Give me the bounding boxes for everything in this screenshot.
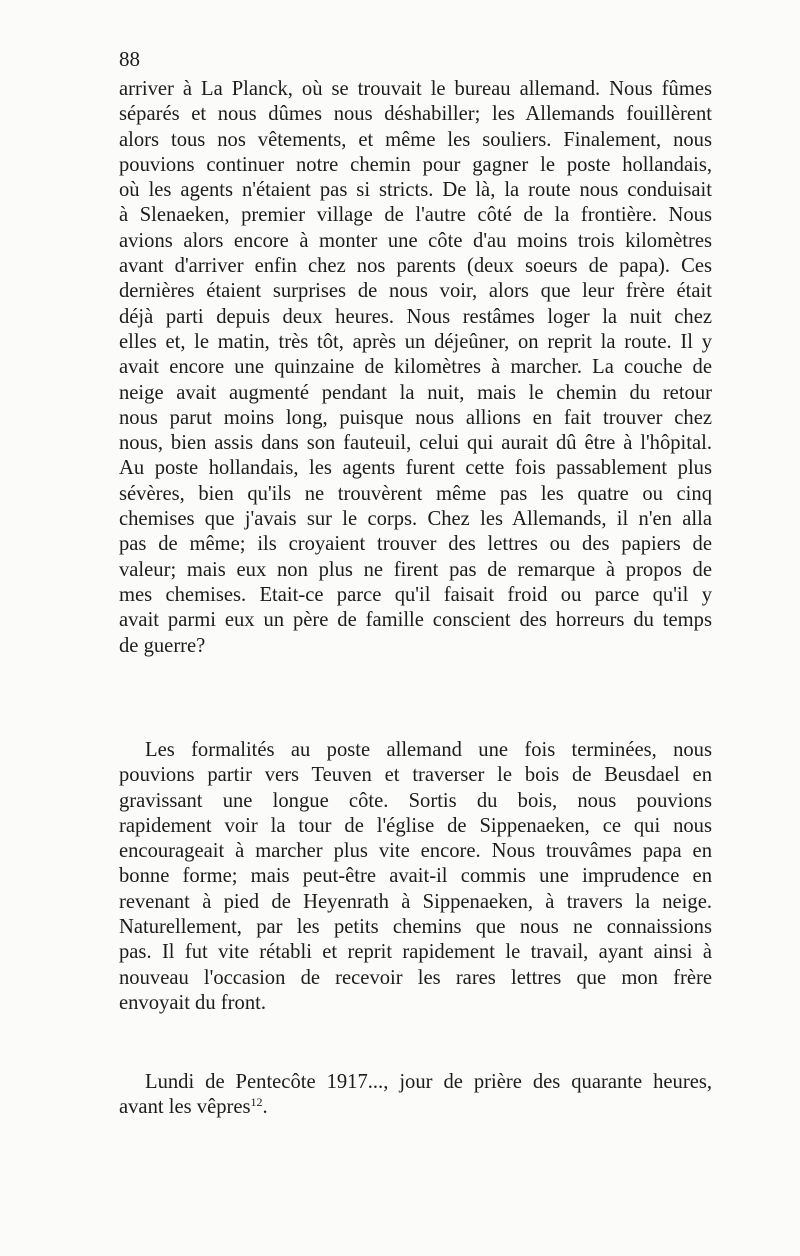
text-line: pouvions partir vers Teuven et traverser le bois de Beusdael en	[119, 764, 712, 787]
text-line: rapidement voir la tour de l'église de Sippenaeken, ce qui nous	[119, 814, 712, 837]
text-line: revenant à pied de Heyenrath à Sippenaeken, à travers la neige.	[119, 890, 712, 913]
text-line: avions alors encore à monter une côte d'au moins trois kilomètres	[119, 229, 712, 252]
text-line: chemises que j'avais sur le corps. Chez les Allemands, il n'en alla	[119, 508, 712, 531]
text-line: avant d'arriver enfin chez nos parents (deux soeurs de papa). Ces	[119, 255, 712, 278]
text-line: Au poste hollandais, les agents furent cette fois passablement plus	[119, 457, 712, 480]
text-line: nous parut moins long, puisque nous allions en fait trouver chez	[119, 406, 712, 429]
text-line: pas. Il fut vite rétabli et reprit rapidement le travail, ayant ainsi à	[119, 941, 712, 964]
text-line: alors tous nos vêtements, et même les souliers. Finalement, nous	[119, 128, 712, 151]
text-line: neige avait augmenté pendant la nuit, mais le chemin du retour	[119, 381, 712, 404]
paragraph-1	[119, 77, 712, 659]
text-line: elles et, le matin, très tôt, après un déjeûner, on reprit la route. Il y	[119, 330, 712, 353]
footnote-reference[interactable]: 12	[250, 1095, 263, 1110]
text-line: nouveau l'occasion de recevoir les rares lettres que mon frère	[119, 966, 712, 989]
text-line: avait parmi eux un père de famille conscient des horreurs du temps	[119, 609, 712, 632]
text-line: où les agents n'étaient pas si stricts. De là, la route nous conduisait	[119, 179, 712, 202]
text-line: Les formalités au poste allemand une fois terminées, nous	[145, 739, 712, 761]
page-number: 88	[119, 47, 140, 71]
text-line: Lundi de Pentecôte 1917..., jour de prière des quarante heures,	[145, 1071, 712, 1093]
text-line: bonne forme; mais peut-être avait-il commis une imprudence en	[119, 865, 712, 888]
text-line: mes chemises. Etait-ce parce qu'il faisait froid ou parce qu'il y	[119, 583, 712, 606]
text-line: valeur; mais eux non plus ne firent pas de remarque à propos de	[119, 558, 712, 581]
text-line: nous, bien assis dans son fauteuil, celui qui aurait dû être à l'hôpital.	[119, 432, 712, 455]
paragraph-3	[119, 1070, 712, 1121]
text-line: avait encore une quinzaine de kilomètres à marcher. La couche de	[119, 356, 712, 379]
text-fragment: .	[262, 1096, 268, 1119]
text-line: pas de même; ils croyaient trouver des lettres ou des papiers de	[119, 533, 712, 556]
text-line: de guerre?	[119, 634, 206, 657]
text-line: sévères, bien qu'ils ne trouvèrent même pas les quatre ou cinq	[119, 482, 712, 505]
text-line: Naturellement, par les petits chemins que nous ne connaissions	[119, 916, 712, 939]
text-line: dernières étaient surprises de nous voir, alors que leur frère était	[119, 280, 712, 303]
text-line: à Slenaeken, premier village de l'autre côté de la frontière. Nous	[119, 204, 712, 227]
text-line: envoyait du front.	[119, 991, 266, 1014]
text-line-with-footnote	[119, 1095, 712, 1120]
text-line: encourageait à marcher plus vite encore. Nous trouvâmes papa en	[119, 840, 712, 863]
text-line: arriver à La Planck, où se trouvait le bureau allemand. Nous fûmes	[119, 78, 712, 100]
text-line: séparés et nous dûmes nous déshabiller; les Allemands fouillèrent	[119, 103, 712, 126]
text-fragment: avant les vêpres	[119, 1096, 251, 1119]
text-line: pouvions continuer notre chemin pour gagner le poste hollandais,	[119, 153, 712, 176]
text-line: déjà parti depuis deux heures. Nous restâmes loger la nuit chez	[119, 305, 712, 328]
paragraph-2	[119, 738, 712, 1016]
text-line: gravissant une longue côte. Sortis du bois, nous pouvions	[119, 789, 712, 812]
